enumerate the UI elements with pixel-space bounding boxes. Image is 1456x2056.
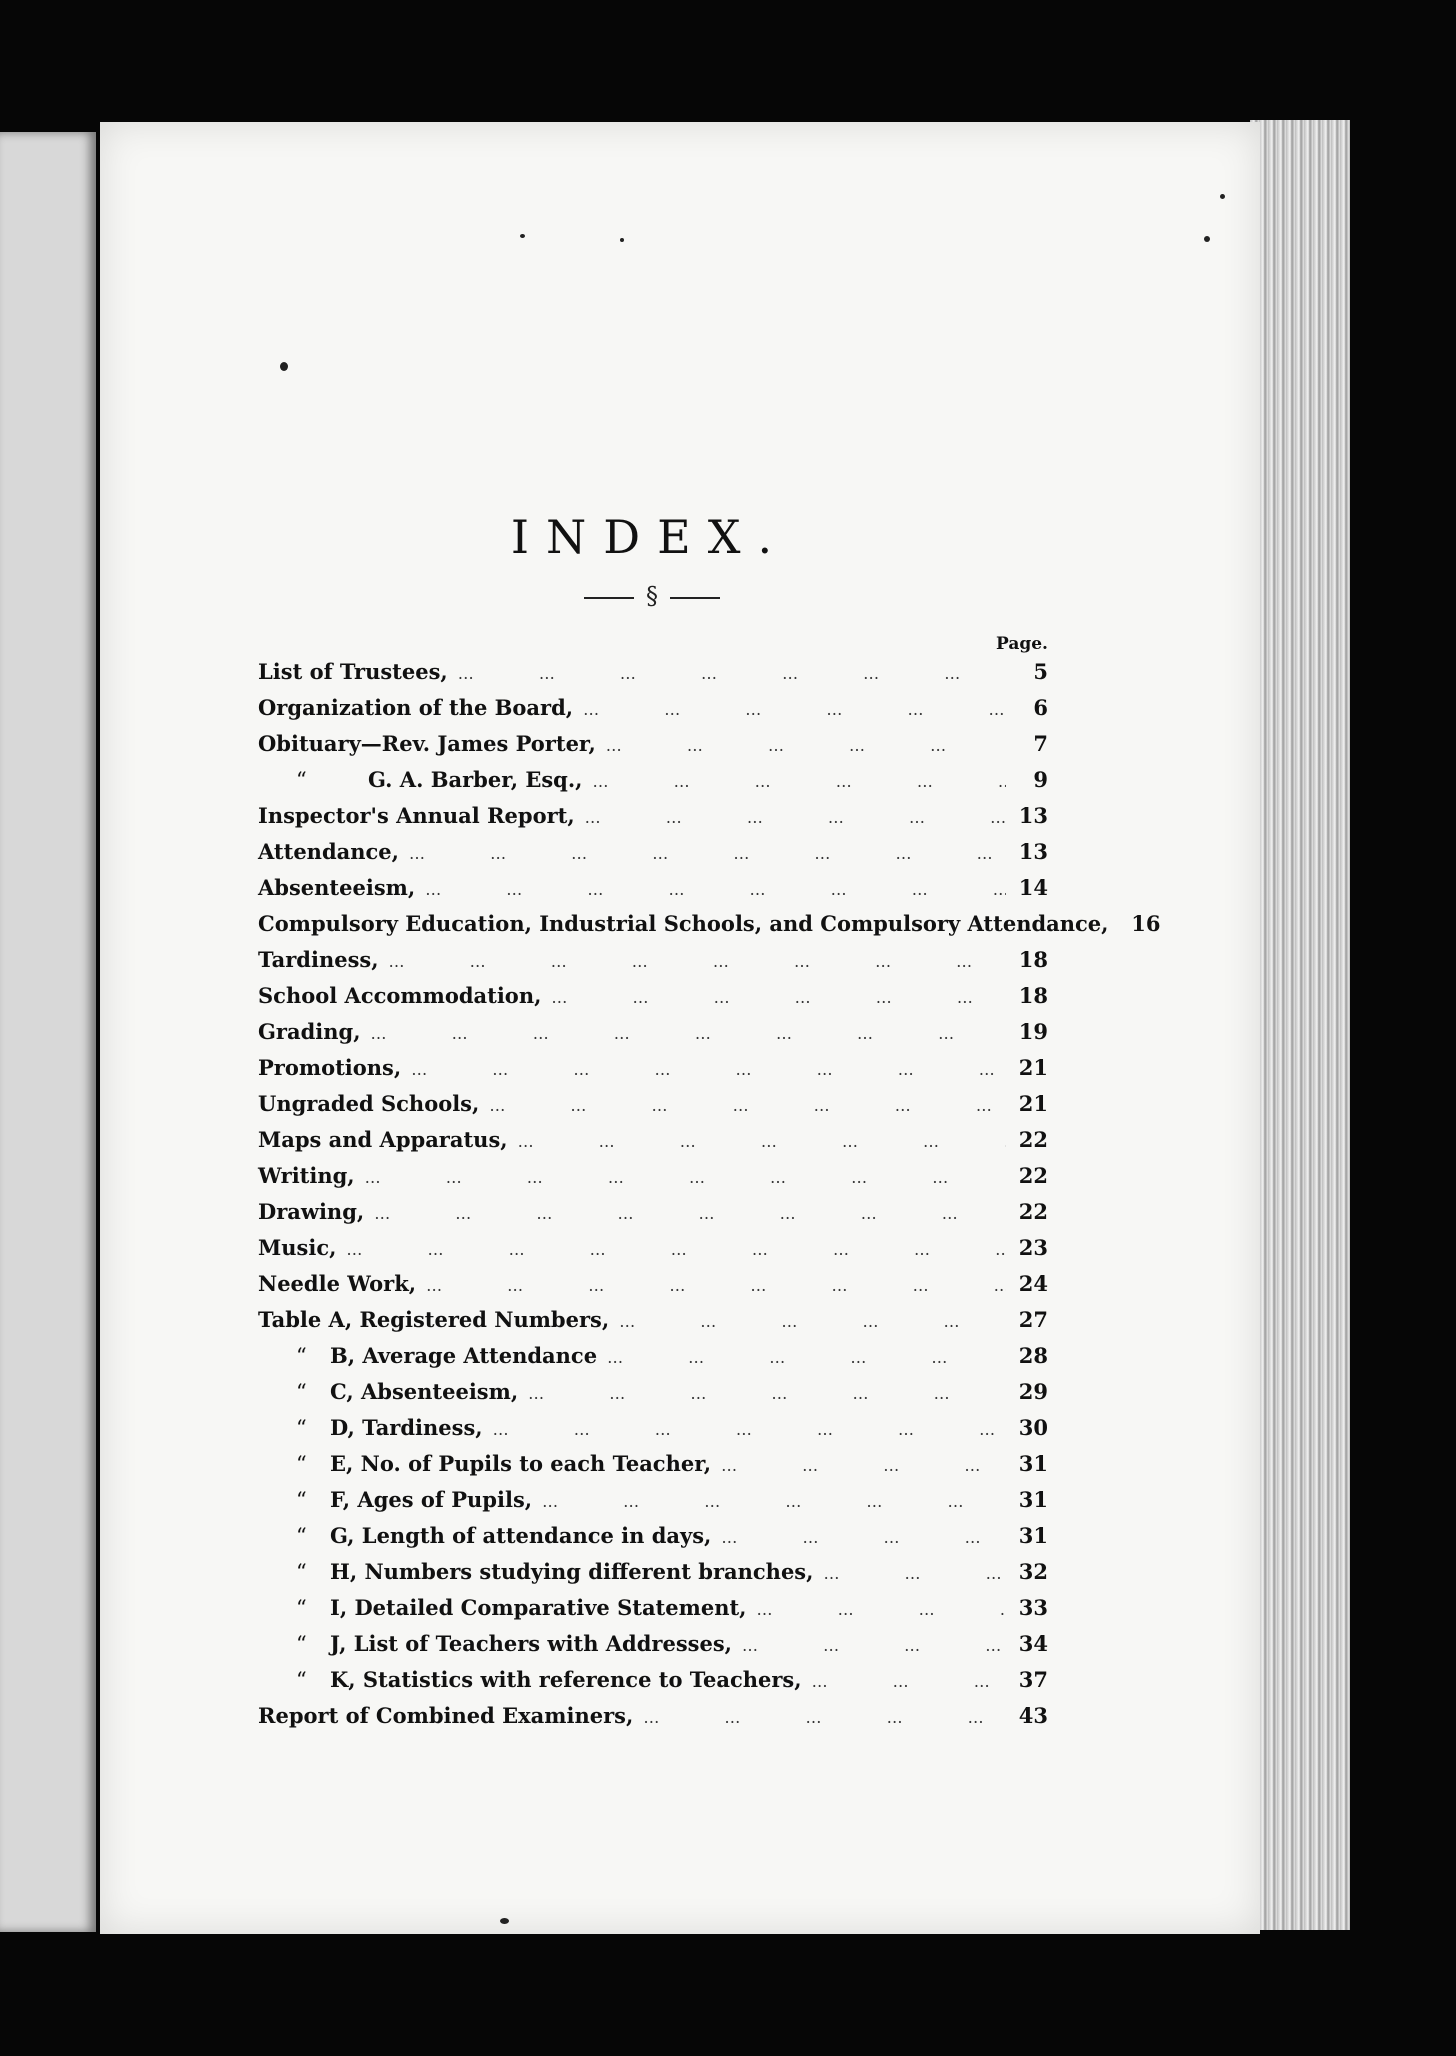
index-entry: [258, 1482, 1048, 1518]
leader-dots: [592, 764, 1006, 800]
ditto-mark: “: [296, 1488, 307, 1512]
index-entry: [258, 1338, 1048, 1374]
entry-text: H, Numbers studying different branches,: [330, 1559, 814, 1584]
entry-label: [258, 1086, 479, 1122]
entry-label: [258, 654, 448, 690]
entry-text: E, No. of Pupils to each Teacher,: [330, 1451, 712, 1476]
entry-label: [258, 870, 415, 906]
page-column-label: Page.: [996, 634, 1048, 654]
ditto-mark: “: [296, 1452, 307, 1476]
leader-dots: [742, 1628, 1006, 1664]
index-entry: [258, 798, 1048, 834]
entry-label: [258, 1194, 364, 1230]
entry-label: [258, 1482, 532, 1518]
title-divider: [584, 582, 720, 610]
entry-text: Compulsory Education, Industrial Schools, and Compulsory Attendance,: [258, 911, 1109, 936]
entry-page-number: 32: [1018, 1559, 1048, 1584]
index-entry: [258, 834, 1048, 870]
entry-label: [258, 1554, 813, 1590]
ink-speck: [280, 362, 288, 371]
leader-dots: [528, 1376, 1006, 1412]
leader-dots: [426, 1268, 1006, 1304]
index-entry: [258, 1410, 1048, 1446]
entry-page-number: 23: [1018, 1235, 1048, 1260]
divider-line-left: [584, 597, 634, 599]
entry-text: Grading,: [258, 1019, 361, 1044]
index-entry: [258, 1698, 1048, 1734]
entry-page-number: 28: [1018, 1343, 1048, 1368]
entry-text: K, Statistics with reference to Teachers,: [330, 1667, 802, 1692]
entry-page-number: 13: [1018, 839, 1048, 864]
entry-page-number: 22: [1018, 1127, 1048, 1152]
entry-page-number: 9: [1033, 767, 1048, 792]
ditto-mark: “: [296, 1596, 307, 1620]
entry-text: Music,: [258, 1235, 337, 1260]
entry-text: F, Ages of Pupils,: [330, 1487, 533, 1512]
leader-dots: [489, 1088, 1006, 1124]
entry-text: Inspector's Annual Report,: [258, 803, 575, 828]
index-entry: [258, 942, 1048, 978]
ditto-mark: “: [296, 1344, 307, 1368]
entry-page-number: 43: [1018, 1703, 1048, 1728]
index-entries: [258, 654, 1161, 1734]
entry-label: [258, 1446, 711, 1482]
entry-label: [258, 978, 541, 1014]
entry-label: [258, 1158, 355, 1194]
leader-dots: [607, 1340, 1006, 1376]
entry-page-number: 30: [1018, 1415, 1048, 1440]
entry-page-number: 31: [1018, 1451, 1048, 1476]
index-entry: [258, 690, 1048, 726]
ink-speck: [520, 234, 525, 238]
entry-label: [258, 798, 575, 834]
leader-dots: [721, 1448, 1006, 1484]
entry-page-number: 24: [1018, 1271, 1048, 1296]
entry-text: I, Detailed Comparative Statement,: [330, 1595, 747, 1620]
ditto-mark: “: [296, 1416, 307, 1440]
entry-text: Tardiness,: [258, 947, 379, 972]
leader-dots: [411, 1052, 1006, 1088]
leader-dots: [518, 1124, 1006, 1160]
entry-label: [258, 726, 596, 762]
index-entry: [258, 1050, 1048, 1086]
entry-text: School Accommodation,: [258, 983, 542, 1008]
entry-label: [258, 1518, 711, 1554]
entry-page-number: 33: [1018, 1595, 1048, 1620]
entry-text: List of Trustees,: [258, 659, 448, 684]
leader-dots: [493, 1412, 1006, 1448]
entry-page-number: 5: [1033, 659, 1048, 684]
leader-dots: [346, 1232, 1006, 1268]
index-entry: [258, 1626, 1048, 1662]
leader-dots: [542, 1484, 1006, 1520]
index-entry: [258, 978, 1048, 1014]
entry-text: Attendance,: [258, 839, 399, 864]
leader-dots: [458, 656, 1006, 692]
entry-page-number: 13: [1018, 803, 1048, 828]
entry-page-number: 27: [1018, 1307, 1048, 1332]
leader-dots: [551, 980, 1006, 1016]
ditto-mark: “: [296, 1380, 307, 1404]
entry-label: [258, 906, 1108, 942]
entry-label: [258, 1122, 508, 1158]
index-entry: [258, 1266, 1048, 1302]
index-entry: [258, 1374, 1048, 1410]
index-entry: [258, 1194, 1048, 1230]
entry-page-number: 16: [1131, 911, 1161, 936]
entry-label: [258, 834, 399, 870]
entry-text: J, List of Teachers with Addresses,: [330, 1631, 732, 1656]
index-entry: [258, 762, 1048, 798]
index-entry: [258, 1662, 1048, 1698]
entry-label: [258, 1302, 609, 1338]
entry-page-number: 37: [1018, 1667, 1048, 1692]
entry-page-number: 22: [1018, 1163, 1048, 1188]
ditto-mark: “: [296, 1632, 307, 1656]
index-entry: [258, 1014, 1048, 1050]
leader-dots: [389, 944, 1006, 980]
index-entry: [258, 870, 1048, 906]
entry-label: [258, 1374, 518, 1410]
ink-speck: [1220, 194, 1225, 199]
index-entry: [258, 1446, 1048, 1482]
ink-speck: [500, 1918, 509, 1924]
index-entry: [258, 1230, 1048, 1266]
leader-dots: [585, 800, 1006, 836]
index-entry: [258, 726, 1048, 762]
entry-page-number: 21: [1018, 1055, 1048, 1080]
leader-dots: [409, 836, 1006, 872]
facing-page-edge: [0, 132, 96, 1932]
entry-page-number: 29: [1018, 1379, 1048, 1404]
entry-label: [258, 1338, 597, 1374]
entry-text: Organization of the Board,: [258, 695, 574, 720]
index-entry: [258, 1302, 1048, 1338]
page-stack-edge: [1250, 120, 1350, 1930]
leader-dots: [643, 1700, 1006, 1736]
ditto-mark: “: [296, 1560, 307, 1584]
index-title: INDEX.: [510, 510, 790, 564]
index-entry: [258, 1518, 1048, 1554]
leader-dots: [374, 1196, 1006, 1232]
entry-text: Drawing,: [258, 1199, 365, 1224]
entry-text: Promotions,: [258, 1055, 402, 1080]
entry-label: [258, 1230, 336, 1266]
entry-label: [258, 1050, 401, 1086]
entry-page-number: 18: [1018, 947, 1048, 972]
entry-text: G, Length of attendance in days,: [330, 1523, 712, 1548]
entry-label: [258, 1626, 732, 1662]
section-sign-icon: §: [646, 582, 658, 610]
entry-label: [258, 1014, 361, 1050]
entry-page-number: 22: [1018, 1199, 1048, 1224]
ditto-mark: “: [296, 1524, 307, 1548]
entry-text: Report of Combined Examiners,: [258, 1703, 634, 1728]
ink-speck: [620, 238, 624, 242]
entry-page-number: 6: [1033, 695, 1048, 720]
ink-speck: [1204, 236, 1210, 242]
entry-page-number: 31: [1018, 1523, 1048, 1548]
leader-dots: [721, 1520, 1006, 1556]
entry-text: B, Average Attendance: [330, 1343, 598, 1368]
leader-dots: [371, 1016, 1006, 1052]
entry-label: [258, 1590, 746, 1626]
entry-page-number: 7: [1033, 731, 1048, 756]
entry-text: Absenteeism,: [258, 875, 416, 900]
entry-label: [258, 1698, 633, 1734]
leader-dots: [756, 1592, 1006, 1628]
index-entry: [258, 1590, 1048, 1626]
leader-dots: [606, 728, 1006, 764]
leader-dots: [619, 1304, 1006, 1340]
entry-page-number: 34: [1018, 1631, 1048, 1656]
index-entry: [258, 1122, 1048, 1158]
index-entry: [258, 906, 1161, 942]
entry-text: C, Absenteeism,: [330, 1379, 519, 1404]
leader-dots: [812, 1664, 1006, 1700]
index-entry: [258, 1554, 1048, 1590]
leader-dots: [823, 1556, 1006, 1592]
entry-text: G. A. Barber, Esq.,: [368, 767, 583, 792]
entry-label: [258, 1410, 483, 1446]
entry-label: [258, 1266, 416, 1302]
ditto-mark: “: [296, 1668, 307, 1692]
entry-text: Maps and Apparatus,: [258, 1127, 508, 1152]
entry-label: [258, 762, 582, 798]
entry-page-number: 18: [1018, 983, 1048, 1008]
entry-label: [258, 690, 573, 726]
entry-text: Writing,: [258, 1163, 355, 1188]
divider-line-right: [670, 597, 720, 599]
entry-page-number: 19: [1018, 1019, 1048, 1044]
entry-text: Table A, Registered Numbers,: [258, 1307, 610, 1332]
entry-text: Needle Work,: [258, 1271, 417, 1296]
index-entry: [258, 1086, 1048, 1122]
entry-text: Obituary—Rev. James Porter,: [258, 731, 596, 756]
leader-dots: [583, 692, 1006, 728]
index-entry: [258, 1158, 1048, 1194]
index-entry: [258, 654, 1048, 690]
entry-label: [258, 1662, 802, 1698]
entry-page-number: 14: [1018, 875, 1048, 900]
entry-text: D, Tardiness,: [330, 1415, 483, 1440]
entry-page-number: 21: [1018, 1091, 1048, 1116]
entry-page-number: 31: [1018, 1487, 1048, 1512]
entry-text: Ungraded Schools,: [258, 1091, 480, 1116]
ditto-mark: “: [296, 768, 307, 792]
leader-dots: [425, 872, 1006, 908]
entry-label: [258, 942, 379, 978]
leader-dots: [365, 1160, 1006, 1196]
